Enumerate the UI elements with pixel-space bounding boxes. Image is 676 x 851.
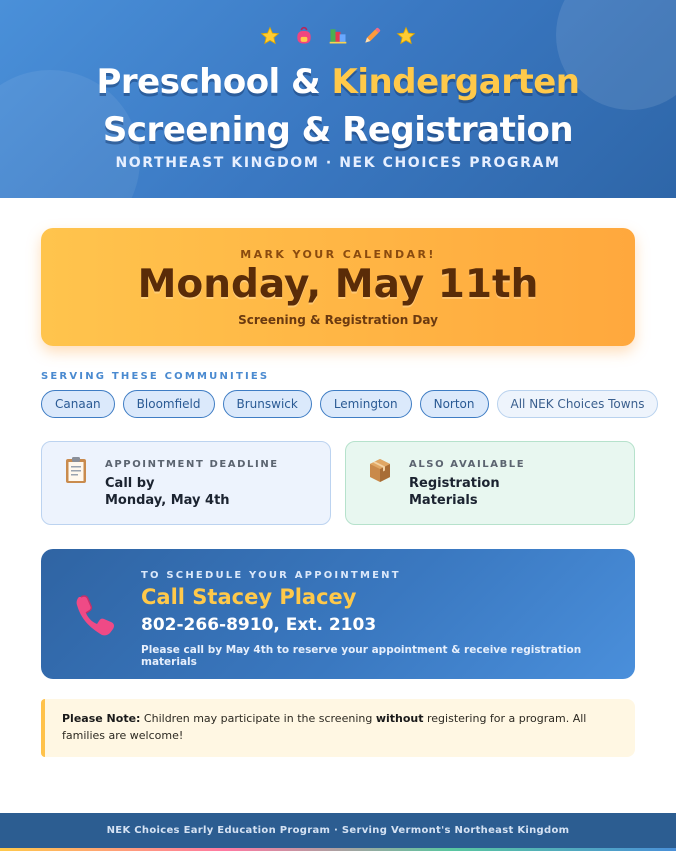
materials-line2: Materials [409,493,478,508]
title-text: Preschool & [96,62,332,102]
community-chip-bloomfield: Bloomfield [123,390,215,418]
deadline-kicker: APPOINTMENT DEADLINE [105,459,279,470]
community-chip-canaan: Canaan [41,390,115,418]
note-emphasis: without [375,712,424,725]
backpack-icon [294,26,314,46]
call-kicker: TO SCHEDULE YOUR APPOINTMENT [141,570,401,581]
community-chip-brunswick: Brunswick [223,390,312,418]
note-box [41,699,635,757]
deadline-card [41,441,331,525]
header-banner [0,0,676,198]
deadline-date: Monday, May 4th [105,493,230,508]
footer-text: NEK Choices Early Education Program · Serving Vermont's Northeast Kingdom [106,825,570,836]
phone-icon [71,591,117,637]
note-text-before: Children may participate in the screening [140,712,376,725]
package-icon [368,456,392,484]
materials-kicker: ALSO AVAILABLE [409,459,526,470]
clipboard-icon [64,456,88,484]
star-icon [260,26,280,46]
star-icon [396,26,416,46]
date-card [41,228,635,346]
materials-card [345,441,635,525]
deadline-line1: Call by [105,476,155,491]
note-text-after: registering for a program. All families are welcome! [62,712,587,742]
pencil-icon [362,26,382,46]
community-chip-norton: Norton [420,390,489,418]
community-chip-all-towns: All NEK Choices Towns [497,390,659,418]
header-icon-row [0,26,676,46]
footer [0,813,676,851]
title-accent: Kindergarten [331,62,580,102]
note-label: Please Note: [62,712,141,725]
community-chip-lemington: Lemington [320,390,412,418]
page-title-line1 [0,62,676,102]
call-note: Please call by May 4th to reserve your appointment & receive registration materials [141,644,582,668]
phone-number[interactable]: 802-266-8910, Ext. 2103 [141,615,377,635]
materials-line1: Registration [409,476,500,491]
event-date: Monday, May 11th [137,262,539,307]
contact-name: Call Stacey Placey [141,585,357,609]
communities-label: SERVING THESE COMMUNITIES [41,371,270,382]
books-icon [328,26,348,46]
community-list [41,390,658,418]
date-kicker: MARK YOUR CALENDAR! [240,248,436,261]
call-card [41,549,635,679]
page-subtitle: NORTHEAST KINGDOM · NEK CHOICES PROGRAM [115,155,561,171]
event-caption: Screening & Registration Day [238,313,438,327]
page-title-line2: Screening & Registration [102,110,574,150]
